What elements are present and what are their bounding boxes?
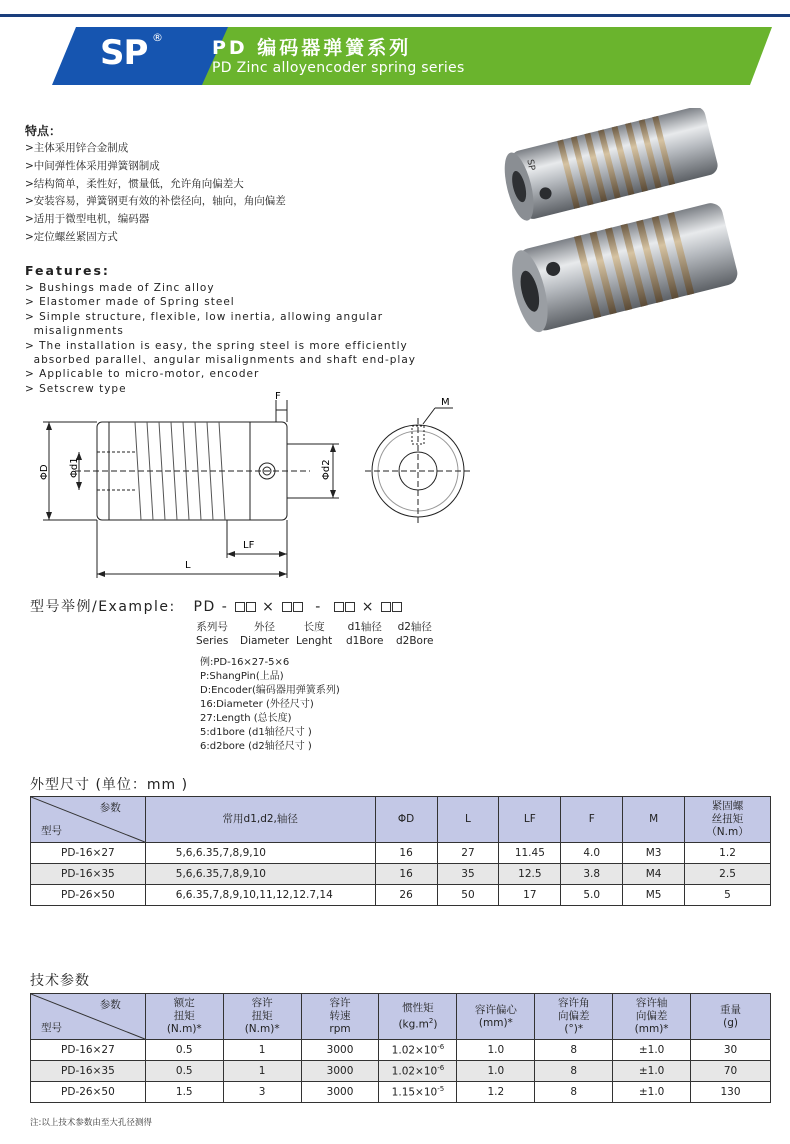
tech-header-weight: 重量 (g)	[691, 994, 771, 1040]
example-note: 27:Length (总长度)	[200, 713, 292, 724]
table-row: PD-26×50 1.5 3 3000 $1.15\times 10^{-5}$ 1.2 8 ±1.0 130	[31, 1082, 771, 1103]
feature-cn-item: >主体采用锌合金制成	[25, 142, 129, 154]
placeholder-box	[282, 602, 292, 612]
example-col-diameter: 外径 Diameter	[240, 621, 290, 647]
header-model: 型号	[41, 825, 62, 837]
tech-header-axial: 容许轴 向偏差 (mm)*	[613, 994, 691, 1040]
feature-cn-item: >定位螺丝紧固方式	[25, 230, 118, 243]
registered-mark: ®	[152, 31, 163, 44]
tech-header-angular: 容许角 向偏差 (°)*	[535, 994, 613, 1040]
feature-en-item: > Setscrew type	[25, 382, 127, 395]
features-en-title: Features:	[25, 263, 110, 278]
table-row: PD-16×27 5,6,6.35,7,8,9,10 16 27 11.45 4.0 M3 1.2	[31, 843, 771, 864]
sp-logo: SP	[100, 33, 148, 73]
example-prefix: PD -	[193, 599, 229, 615]
dims-header-diag	[31, 797, 146, 843]
feature-cn-item: >安装容易，弹簧钢更有效的补偿径向，轴向，角向偏差	[25, 195, 286, 208]
dims-header-L: L	[437, 797, 499, 843]
times-symbol: ×	[361, 599, 375, 615]
feature-en-item: > Simple structure, flexible, low inertia, allowing angular	[25, 310, 384, 323]
placeholder-box	[381, 602, 391, 612]
example-col-d2: d2轴径 d2Bore	[396, 621, 434, 647]
feature-en-item: misalignments	[25, 325, 124, 338]
example-col-length: 长度 Lenght	[296, 621, 333, 647]
placeholder-box	[293, 602, 303, 612]
dims-header-torque: 紧固螺 丝扭矩 （N.m）	[685, 797, 771, 843]
example-notes	[200, 656, 340, 754]
feature-cn-item: >结构简单，柔性好，惯量低，允许角向偏差大	[25, 177, 244, 190]
feature-cn-item: >中间弹性体采用弹簧钢制成	[25, 159, 160, 172]
tech-header-allow-torque: 容许 扭矩 (N.m)*	[223, 994, 301, 1040]
tech-header-rated-torque: 额定 扭矩 (N.m)*	[145, 994, 223, 1040]
table-row: PD-16×35 0.5 1 3000 $1.02\times 10^{-6}$ 1.0 8 ±1.0 70	[31, 1061, 771, 1082]
features-cn-title: 特点：	[25, 124, 62, 138]
tech-header-inertia: 惯性矩 $(kg.m^2)$	[379, 994, 457, 1040]
product-photo	[493, 108, 753, 338]
example-note: D:Encoder(编码器用弹簧系列)	[200, 685, 340, 696]
example-col-d1: d1轴径 d1Bore	[346, 621, 384, 647]
tech-table-title: 技术参数	[30, 973, 90, 989]
feature-cn-item: >适用于微型电机，编码器	[25, 213, 150, 226]
dims-table-title: 外型尺寸 (单位：mm )	[30, 777, 189, 793]
tech-table	[30, 993, 771, 1103]
feature-en-item: > Elastomer made of Spring steel	[25, 296, 235, 309]
features-en-list	[25, 281, 465, 396]
feature-en-item: > Applicable to micro-motor, encoder	[25, 368, 260, 381]
dims-header-LF: LF	[499, 797, 561, 843]
table-row: PD-16×27 0.5 1 3000 $1.02\times 10^{-6}$ 1.0 8 ±1.0 30	[31, 1040, 771, 1061]
header-param: 参数	[99, 802, 121, 814]
placeholder-box	[235, 602, 245, 612]
dims-header-D: ΦD	[375, 797, 437, 843]
feature-en-item: absorbed parallel、angular misalignments and shaft end-play	[25, 354, 416, 367]
top-rule	[0, 14, 790, 17]
placeholder-box	[246, 602, 256, 612]
example-note: 6:d2bore (d2轴径尺寸 )	[200, 741, 312, 752]
model-example	[30, 596, 403, 616]
table-row: PD-26×50 6,6.35,7,8,9,10,11,12,12.7,14 26 50 17 5.0 M5 5	[31, 885, 771, 906]
tech-header-eccentric: 容许偏心 (mm)*	[457, 994, 535, 1040]
feature-en-item: > Bushings made of Zinc alloy	[25, 282, 215, 294]
series-title-en: PD Zinc alloyencoder spring series	[212, 60, 465, 76]
times-symbol: ×	[262, 599, 276, 615]
example-label: 型号举例/Example:	[30, 599, 176, 615]
example-col-series: 系列号 Series	[196, 621, 229, 647]
header-model: 型号	[41, 1022, 62, 1034]
series-title-cn: PD 编码器弹簧系列	[212, 37, 412, 59]
table-row: PD-16×35 5,6,6.35,7,8,9,10 16 35 12.5 3.8 M4 2.5	[31, 864, 771, 885]
placeholder-box	[345, 602, 355, 612]
dims-header-F: F	[561, 797, 623, 843]
photo-engraving: SP	[524, 158, 537, 172]
label-L: L	[185, 560, 191, 571]
placeholder-box	[334, 602, 344, 612]
dimension-drawing	[35, 392, 505, 582]
tech-header-diag	[31, 994, 146, 1040]
dash-symbol: -	[315, 599, 322, 615]
features-cn-list	[25, 140, 286, 247]
label-d2: Φd2	[321, 459, 332, 480]
label-M: M	[441, 397, 450, 408]
label-D: ΦD	[39, 464, 50, 480]
label-F: F	[275, 392, 281, 402]
dims-header-M: M	[623, 797, 685, 843]
header-banner	[52, 27, 772, 85]
dims-table	[30, 796, 771, 906]
example-note: 16:Diameter (外径尺寸)	[200, 699, 314, 710]
dims-header-bore: 常用d1,d2,轴径	[145, 797, 375, 843]
tech-header-speed: 容许 转速 rpm	[301, 994, 379, 1040]
feature-en-item: > The installation is easy, the spring steel is more efficiently	[25, 339, 408, 352]
example-note: P:ShangPin(上品)	[200, 671, 284, 682]
label-d1: Φd1	[69, 457, 80, 478]
header-param: 参数	[99, 999, 121, 1011]
example-note: 例:PD-16×27-5×6	[200, 657, 290, 668]
example-note: 5:d1bore (d1轴径尺寸 )	[200, 727, 312, 738]
placeholder-box	[392, 602, 402, 612]
footnote: 注:以上技术参数由至大孔径测得	[30, 1118, 152, 1128]
label-LF: LF	[243, 540, 255, 551]
